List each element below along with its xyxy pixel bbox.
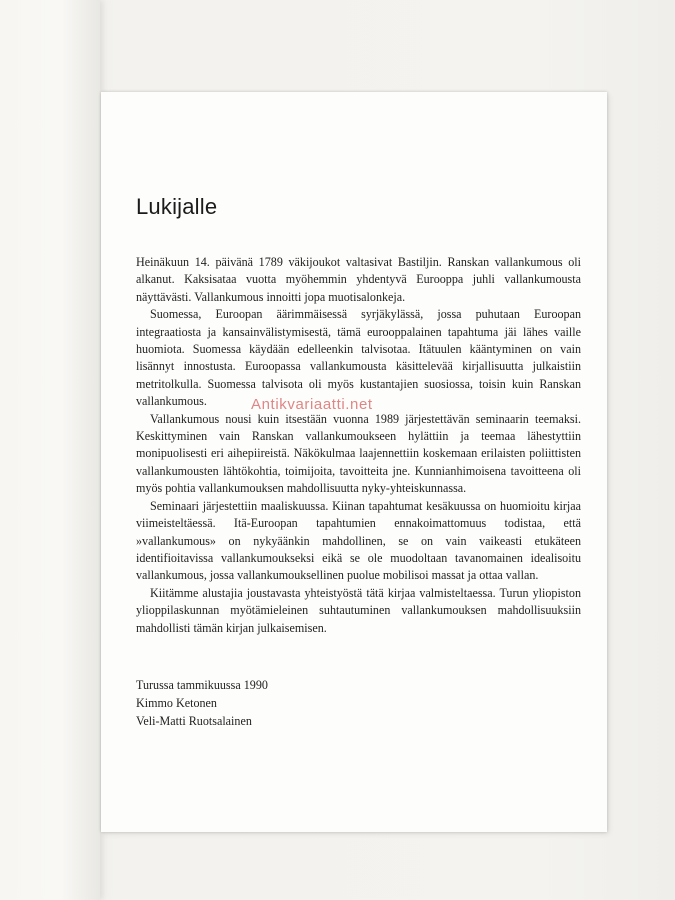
paragraph-5: Kiitämme alustajia joustavasta yhteistyöstä tätä kirjaa valmisteltaessa. Turun yliopiston ylioppilaskunnan myötämieleinen suhtautuminen vallankumouksen mahdollisuuksiin mahdollisti tämän kirjan julkaisemisen. — [136, 585, 581, 635]
paragraph-4: Seminaari järjestettiin maaliskuussa. Kiinan tapahtumat kesäkuussa on huomioitu kirjaa viimeisteltäessä. Itä-Euroopan tapahtumien ennakoimattomuus todistaa, että »vallankumous» on nykyäänkin mahdollinen, se on vain vaikeasti etukäteen identifioitavissa vallankumoukseksi eikä se ole muodoltaan tavanomainen idealisoitu vallankumous, jossa vallankumouksellinen puolue mobilisoi massat ja ottaa vallan. — [136, 498, 581, 583]
signature-author-2: Veli-Matti Ruotsalainen — [136, 714, 252, 728]
paragraph-1: Heinäkuun 14. päivänä 1789 väkijoukot valtasivat Bastiljin. Ranskan vallankumous oli alkanut. Kaksisataa vuotta myöhemmin yhdentyvä Eurooppa juhli vallankumousta näyttävästi. Vallankumous innoitti jopa muotisalonkeja. — [136, 255, 581, 304]
book-page — [101, 92, 607, 832]
page-title: Lukijalle — [136, 194, 218, 219]
signature-block — [136, 676, 268, 730]
signature-author-1: Kimmo Ketonen — [136, 696, 217, 710]
body-text — [136, 254, 581, 637]
previous-page-edge — [0, 0, 100, 900]
signature-place-date: Turussa tammikuussa 1990 — [136, 678, 268, 692]
paragraph-2: Suomessa, Euroopan äärimmäisessä syrjäkylässä, jossa puhutaan Euroopan integraatiosta ja kansainvälistymisestä, tämä eurooppalainen tapahtuma jäi lähes vaille huomiota. Suomessa käydään edelleenkin talvisotaa. Itätuulen kääntyminen on vain lisännyt innostusta. Euroopassa vallankumousta käsittelevää kirjallisuutta julkaistiin metritolkulla. Suomessa talvisota oli myös kustantajien suosiossa, toisin kuin Ranskan vallankumous. — [136, 307, 581, 409]
watermark: Antikvariaatti.net — [251, 396, 373, 413]
paragraph-3: Vallankumous nousi kuin itsestään vuonna 1989 järjestettävän seminaarin teemaksi. Keskittyminen vain Ranskan vallankumoukseen hylättiin ja teemaa lähestyttiin monipuolisesti eri aihepiireistä. Näkökulmaa laajennettiin koskemaan erilaisten poliittisten vallankumousten lähtökohtia, toimijoita, tavoitteita jne. Kunnianhimoisena tavoitteena oli myös pohtia vallankumouksen mahdollisuutta nyky-yhteiskunnassa. — [136, 411, 581, 496]
